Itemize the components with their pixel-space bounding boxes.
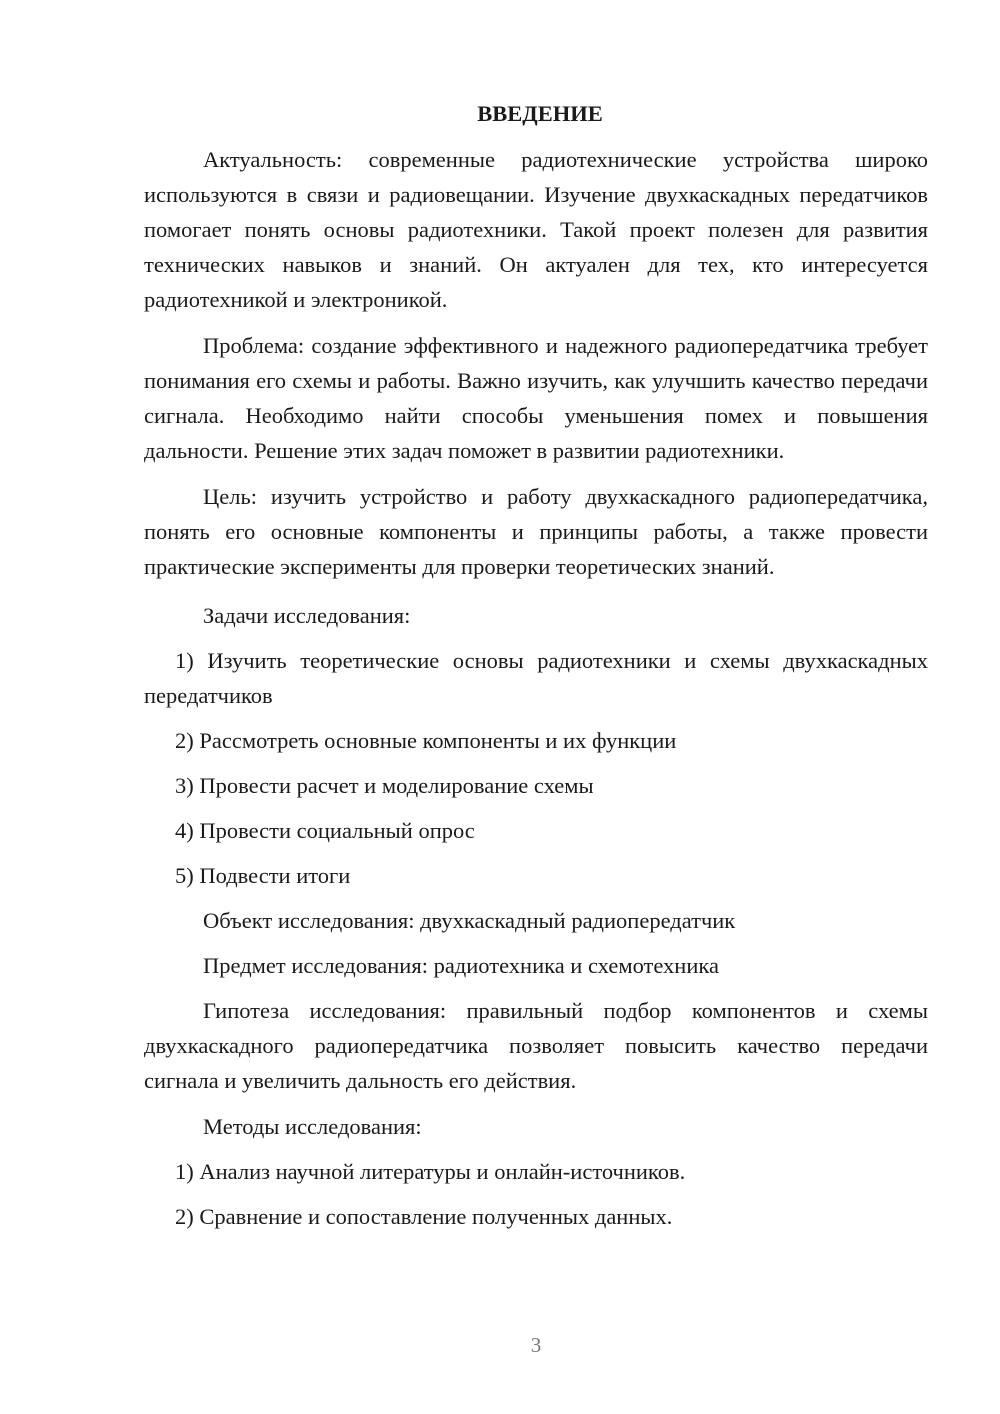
page-number: 3: [530, 1333, 542, 1357]
methods-title: Методы исследования:: [203, 1114, 422, 1139]
paragraph-relevance: Актуальность: современные радиотехнические устройства широко используются в связи и радиовещании. Изучение двухкаскадных передатчиков помогает понять основы радиотехники. Такой проект полезен для развития технических навыков и знаний. Он актуален для тех, кто интересуется радиотехникой и электроникой.: [144, 147, 928, 312]
research-object: Объект исследования: двухкаскадный радиопередатчик: [203, 908, 736, 933]
section-heading: ВВЕДЕНИЕ: [477, 101, 603, 126]
paragraph-goal: Цель: изучить устройство и работу двухкаскадного радиопередатчика, понять его основные компоненты и принципы работы, а также провести практические эксперименты для проверки теоретических знаний.: [144, 484, 928, 579]
method-item-1: 1) Анализ научной литературы и онлайн-источников.: [175, 1159, 686, 1184]
research-hypothesis: Гипотеза исследования: правильный подбор компонентов и схемы двухкаскадного радиопередатчика позволяет повысить качество передачи сигнала и увеличить дальность его действия.: [144, 998, 928, 1093]
paragraph-problem: Проблема: создание эффективного и надежного радиопередатчика требует понимания его схемы и работы. Важно изучить, как улучшить качество передачи сигнала. Необходимо найти способы уменьшения помех и повышения дальности. Решение этих задач поможет в развитии радиотехники.: [144, 333, 928, 463]
task-item-4: 4) Провести социальный опрос: [175, 818, 475, 843]
tasks-title: Задачи исследования:: [203, 603, 411, 628]
task-item-1: 1) Изучить теоретические основы радиотехники и схемы двухкаскадных передатчиков: [144, 648, 928, 708]
page-content: [144, 96, 928, 1244]
task-item-3: 3) Провести расчет и моделирование схемы: [175, 773, 594, 798]
task-item-2: 2) Рассмотреть основные компоненты и их функции: [175, 728, 677, 753]
research-subject: Предмет исследования: радиотехника и схемотехника: [203, 953, 719, 978]
method-item-2: 2) Сравнение и сопоставление полученных данных.: [175, 1204, 673, 1229]
task-item-5: 5) Подвести итоги: [175, 863, 351, 888]
